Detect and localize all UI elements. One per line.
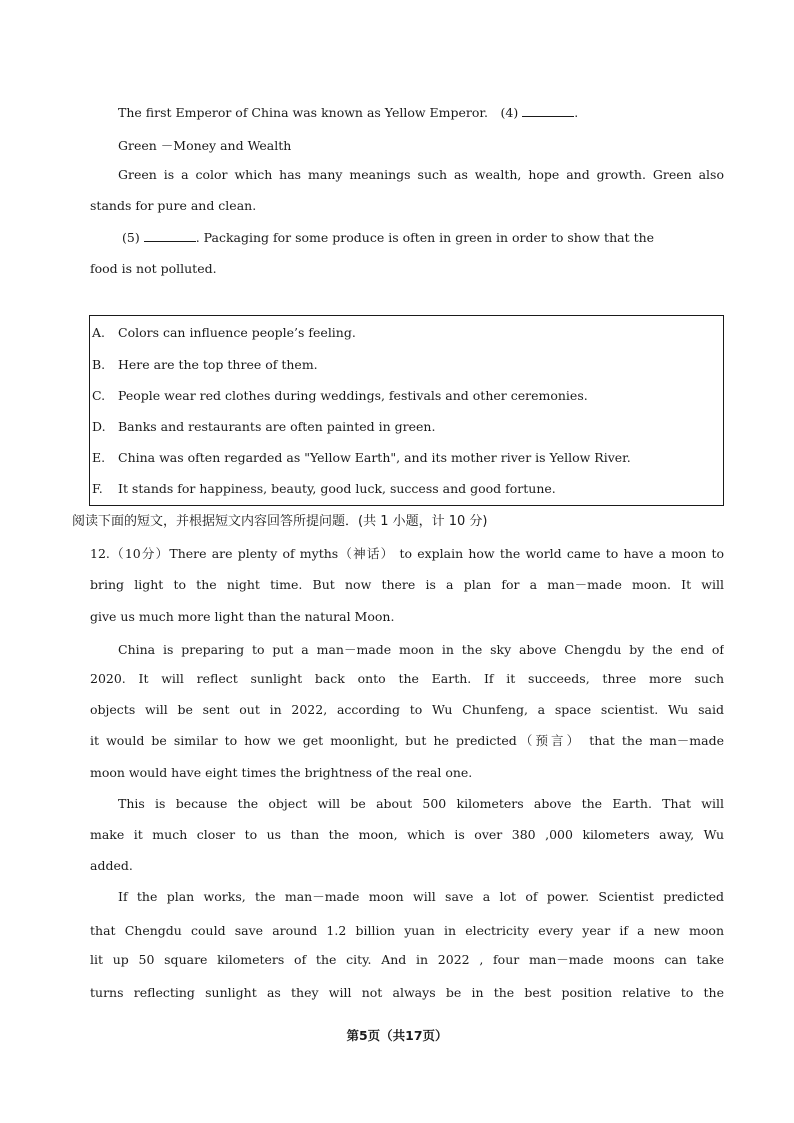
- q12-line: 12.（10分）There are plenty of myths（神话） to explain how the world came to have a moon to: [90, 546, 724, 561]
- q12-line: bring light to the night time. But now there is a plan for a man－made moon. It will: [90, 577, 724, 592]
- option-c[interactable]: C. People wear red clothes during weddings, festivals and other ceremonies.: [92, 388, 588, 403]
- option-a[interactable]: A. Colors can influence people’s feeling.: [92, 325, 356, 340]
- section-instruction: 阅读下面的短文，并根据短文内容回答所提问题．(共 1 小题，计 10 分): [72, 514, 488, 529]
- q12-line: give us much more light than the natural Moon.: [90, 609, 395, 624]
- option-d[interactable]: D. Banks and restaurants are often painted in green.: [92, 419, 436, 434]
- para4-line: that Chengdu could save around 1.2 billion yuan in electricity every year if a new moon: [90, 923, 724, 938]
- green-para-line: stands for pure and clean.: [90, 198, 257, 213]
- page-footer: 第5页（共17页）: [346, 1028, 448, 1043]
- option-e[interactable]: E. China was often regarded as "Yellow Earth", and its mother river is Yellow River.: [92, 450, 631, 465]
- para2-line: it would be similar to how we get moonlight, but he predicted（预言） that the man－made: [90, 733, 724, 748]
- green-heading: Green －Money and Wealth: [118, 138, 292, 153]
- option-b[interactable]: B. Here are the top three of them.: [92, 357, 318, 372]
- para2-line: China is preparing to put a man－made moon in the sky above Chengdu by the end of: [118, 642, 724, 657]
- blank-5[interactable]: [144, 230, 196, 242]
- blank-5-label: (5): [122, 230, 140, 245]
- sentence-5-cont: food is not polluted.: [90, 261, 217, 276]
- green-para-line: Green is a color which has many meanings such as wealth, hope and growth. Green also: [118, 167, 724, 182]
- option-f[interactable]: F. It stands for happiness, beauty, good luck, success and good fortune.: [92, 481, 556, 496]
- para4-line: turns reflecting sunlight as they will not always be in the best position relative to the: [90, 985, 724, 1000]
- para2-line: moon would have eight times the brightness of the real one.: [90, 765, 473, 780]
- options-box: [89, 315, 724, 506]
- para3-line: make it much closer to us than the moon, which is over 380 ,000 kilometers away, Wu: [90, 827, 724, 842]
- sentence-4-text: The first Emperor of China was known as Yellow Emperor. (4): [118, 105, 519, 120]
- sentence-4: The first Emperor of China was known as Yellow Emperor. (4) .: [118, 105, 579, 120]
- para2-line: objects will be sent out in 2022, according to Wu Chunfeng, a space scientist. Wu said: [90, 702, 724, 717]
- para4-line: If the plan works, the man－made moon will save a lot of power. Scientist predicted: [118, 889, 724, 904]
- para3-line: This is because the object will be about 500 kilometers above the Earth. That will: [118, 796, 724, 811]
- para2-line: 2020. It will reflect sunlight back onto the Earth. If it succeeds, three more such: [90, 671, 724, 686]
- para4-line: lit up 50 square kilometers of the city. And in 2022 , four man－made moons can take: [90, 952, 724, 967]
- para3-line: added.: [90, 858, 133, 873]
- sentence-5: (5) . Packaging for some produce is often in green in order to show that the: [122, 230, 655, 245]
- blank-4[interactable]: [522, 105, 574, 117]
